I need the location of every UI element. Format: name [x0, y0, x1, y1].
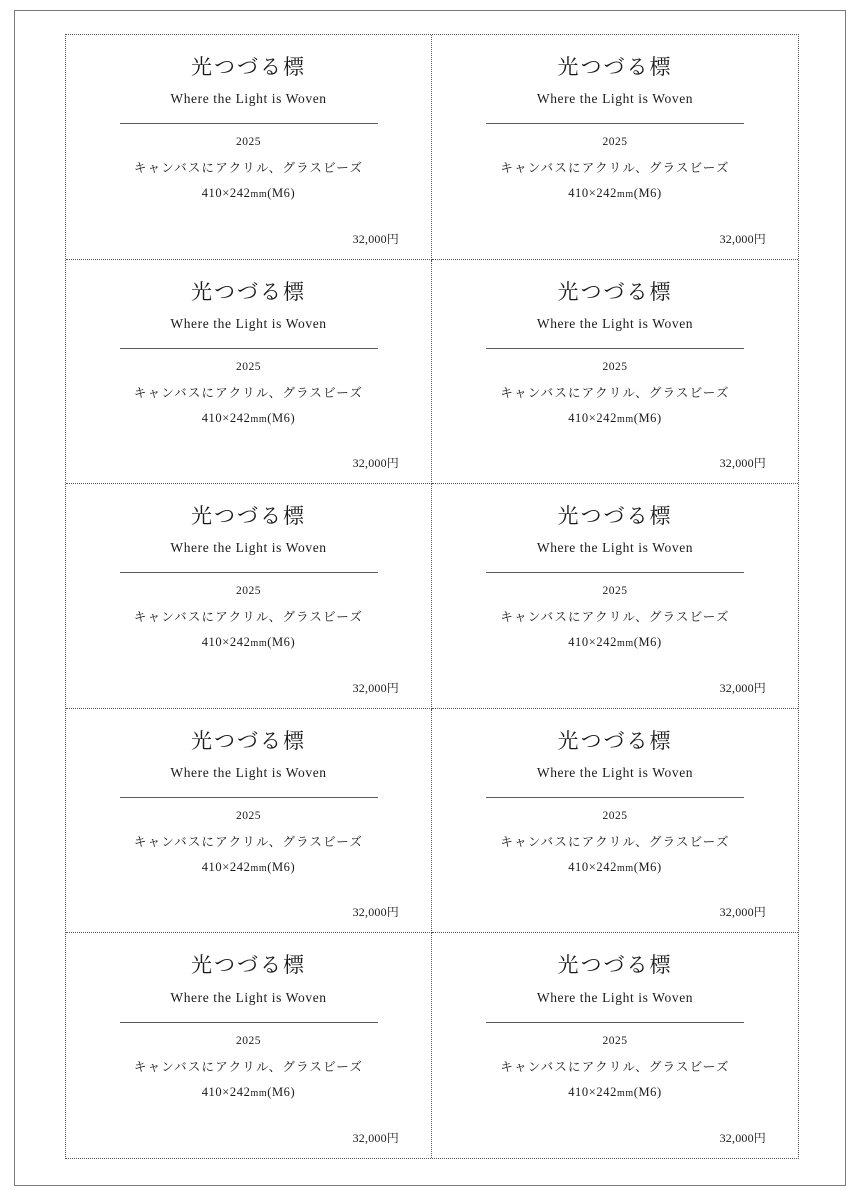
- artwork-subtitle: Where the Light is Woven: [536, 989, 694, 1005]
- artwork-size: [94, 860, 403, 875]
- artwork-year: 2025: [236, 136, 261, 149]
- artwork-price: 32,000円: [719, 231, 766, 246]
- size-unit: mm: [250, 862, 268, 874]
- artwork-size: [94, 1085, 403, 1100]
- size-unit: mm: [616, 638, 634, 650]
- size-value: 410×242: [201, 635, 251, 650]
- label-card[interactable]: [432, 260, 798, 485]
- artwork-subtitle: Where the Light is Woven: [536, 315, 694, 331]
- artwork-year: 2025: [236, 360, 261, 373]
- size-unit: mm: [250, 413, 268, 425]
- artwork-medium: キャンバスにアクリル、グラスビーズ: [133, 834, 364, 849]
- artwork-title: 光つづる標: [557, 279, 673, 304]
- divider-rule: [486, 572, 744, 573]
- artwork-title: 光つづる標: [557, 728, 673, 753]
- size-value: 410×242: [201, 410, 251, 425]
- artwork-title: 光つづる標: [191, 953, 306, 978]
- size-suffix: (M6): [267, 410, 296, 425]
- size-suffix: (M6): [267, 186, 296, 201]
- artwork-price: 32,000円: [719, 680, 766, 695]
- artwork-medium: キャンバスにアクリル、グラスビーズ: [500, 834, 730, 849]
- size-value: 410×242: [568, 859, 617, 874]
- artwork-size: [94, 635, 403, 650]
- size-suffix: (M6): [267, 1084, 296, 1099]
- artwork-price: 32,000円: [352, 231, 399, 246]
- label-card[interactable]: [432, 933, 798, 1158]
- artwork-price: 32,000円: [352, 680, 399, 695]
- divider-rule: [486, 348, 744, 349]
- size-suffix: (M6): [633, 410, 662, 425]
- label-card[interactable]: [66, 709, 432, 934]
- artwork-title: 光つづる標: [191, 728, 306, 753]
- divider-rule: [486, 123, 744, 124]
- artwork-price: 32,000円: [719, 905, 766, 920]
- size-unit: mm: [250, 1087, 268, 1099]
- label-card[interactable]: [432, 484, 798, 709]
- size-suffix: (M6): [267, 635, 296, 650]
- artwork-subtitle: Where the Light is Woven: [170, 764, 327, 780]
- size-unit: mm: [250, 189, 268, 201]
- size-unit: mm: [250, 638, 268, 650]
- artwork-title: 光つづる標: [557, 55, 673, 79]
- artwork-title: 光つづる標: [191, 55, 306, 79]
- artwork-title: 光つづる標: [557, 504, 673, 529]
- label-card[interactable]: [66, 260, 432, 485]
- artwork-size: [460, 186, 770, 201]
- artwork-year: 2025: [602, 809, 628, 822]
- label-card[interactable]: [66, 35, 432, 260]
- size-value: 410×242: [568, 1084, 617, 1099]
- label-grid: [65, 34, 799, 1159]
- artwork-medium: キャンバスにアクリル、グラスビーズ: [500, 1059, 730, 1074]
- artwork-medium: キャンバスにアクリル、グラスビーズ: [500, 385, 730, 400]
- size-suffix: (M6): [633, 186, 662, 201]
- size-value: 410×242: [568, 410, 617, 425]
- size-suffix: (M6): [633, 635, 662, 650]
- divider-rule: [486, 797, 744, 798]
- artwork-subtitle: Where the Light is Woven: [170, 540, 327, 556]
- artwork-size: [460, 860, 770, 875]
- artwork-year: 2025: [602, 136, 628, 149]
- artwork-size: [94, 411, 403, 426]
- label-card[interactable]: [432, 35, 798, 260]
- size-value: 410×242: [201, 1084, 251, 1099]
- artwork-subtitle: Where the Light is Woven: [536, 91, 694, 107]
- size-value: 410×242: [568, 186, 617, 201]
- label-card[interactable]: [432, 709, 798, 934]
- artwork-price: 32,000円: [352, 905, 399, 920]
- artwork-subtitle: Where the Light is Woven: [170, 91, 327, 107]
- size-suffix: (M6): [633, 1084, 662, 1099]
- size-value: 410×242: [568, 635, 617, 650]
- artwork-year: 2025: [602, 585, 628, 598]
- artwork-subtitle: Where the Light is Woven: [170, 989, 327, 1005]
- artwork-size: [460, 411, 770, 426]
- label-card[interactable]: [66, 933, 432, 1158]
- size-value: 410×242: [201, 186, 251, 201]
- size-unit: mm: [616, 413, 634, 425]
- artwork-medium: キャンバスにアクリル、グラスビーズ: [133, 161, 364, 176]
- divider-rule: [120, 572, 378, 573]
- size-suffix: (M6): [267, 859, 296, 874]
- artwork-year: 2025: [236, 809, 261, 822]
- artwork-size: [460, 1085, 770, 1100]
- artwork-title: 光つづる標: [191, 504, 306, 529]
- label-card[interactable]: [66, 484, 432, 709]
- artwork-price: 32,000円: [352, 1131, 399, 1145]
- artwork-size: [460, 635, 770, 650]
- size-unit: mm: [616, 1087, 634, 1099]
- artwork-price: 32,000円: [719, 1131, 766, 1145]
- divider-rule: [486, 1022, 744, 1023]
- artwork-price: 32,000円: [352, 456, 399, 471]
- artwork-price: 32,000円: [719, 456, 766, 471]
- artwork-size: [94, 186, 403, 201]
- artwork-medium: キャンバスにアクリル、グラスビーズ: [133, 385, 364, 400]
- size-unit: mm: [616, 189, 634, 201]
- artwork-subtitle: Where the Light is Woven: [536, 540, 694, 556]
- artwork-year: 2025: [602, 360, 628, 373]
- size-suffix: (M6): [633, 859, 662, 874]
- artwork-year: 2025: [236, 585, 261, 598]
- size-value: 410×242: [201, 859, 251, 874]
- artwork-subtitle: Where the Light is Woven: [536, 764, 694, 780]
- divider-rule: [120, 123, 378, 124]
- artwork-medium: キャンバスにアクリル、グラスビーズ: [133, 1059, 364, 1074]
- artwork-medium: キャンバスにアクリル、グラスビーズ: [500, 610, 730, 625]
- divider-rule: [120, 1022, 378, 1023]
- artwork-year: 2025: [236, 1034, 261, 1047]
- artwork-title: 光つづる標: [191, 279, 306, 304]
- artwork-medium: キャンバスにアクリル、グラスビーズ: [133, 610, 364, 625]
- size-unit: mm: [616, 862, 634, 874]
- divider-rule: [120, 348, 378, 349]
- artwork-title: 光つづる標: [557, 953, 673, 978]
- artwork-subtitle: Where the Light is Woven: [170, 315, 327, 331]
- divider-rule: [120, 797, 378, 798]
- artwork-year: 2025: [602, 1034, 628, 1047]
- print-sheet: [14, 10, 846, 1186]
- artwork-medium: キャンバスにアクリル、グラスビーズ: [500, 161, 730, 176]
